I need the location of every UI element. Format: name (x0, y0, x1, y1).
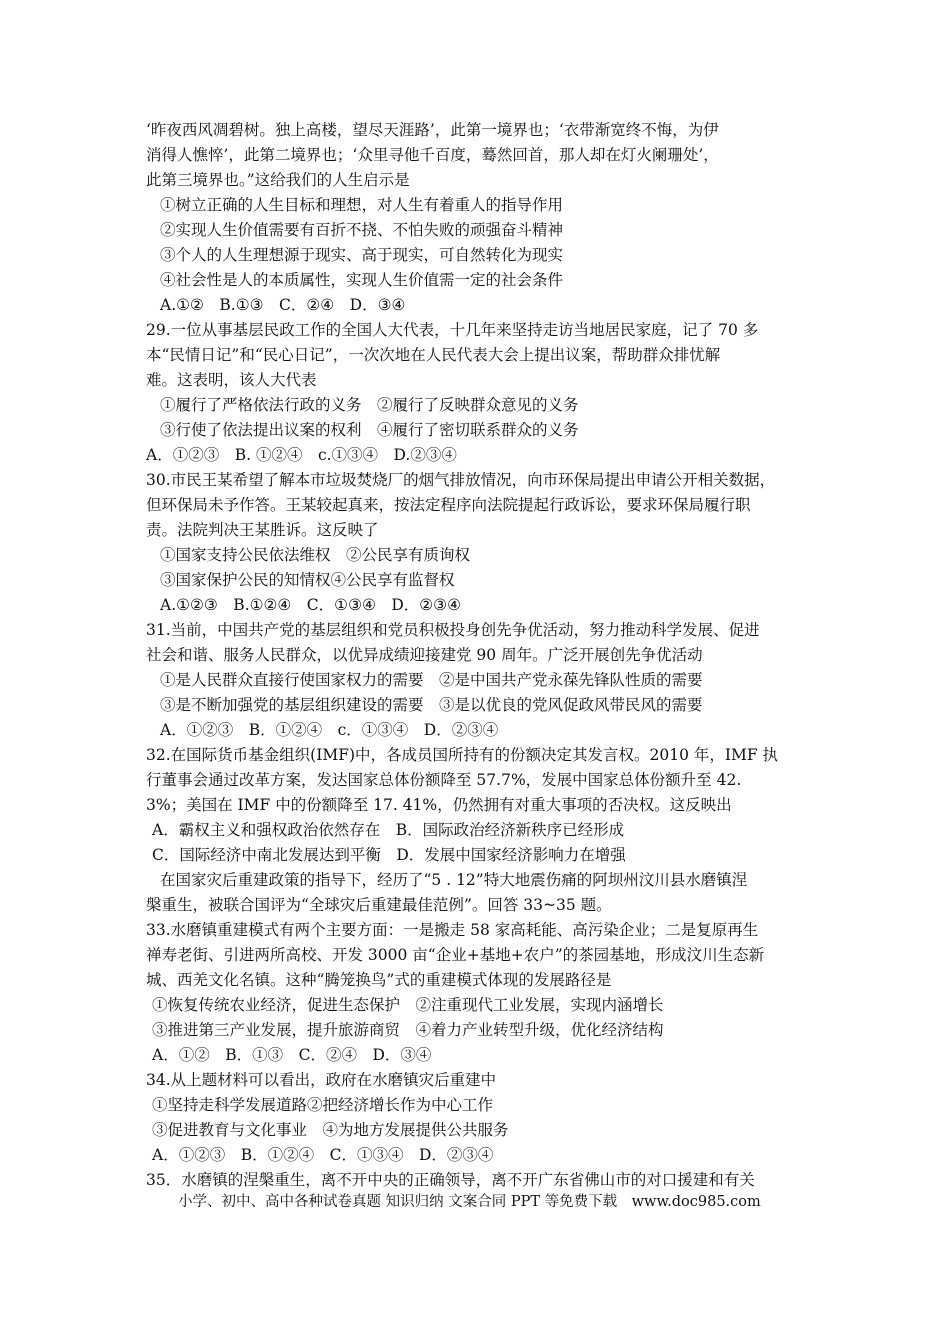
q33-line-1: 33.水磨镇重建模式有两个主要方面：一是搬走 58 家高耗能、高污染企业；二是复原再生 (146, 921, 759, 939)
q31-option-1: ①是人民群众直接行使国家权力的需要 ②是中国共产党永葆先锋队性质的需要 (160, 671, 703, 689)
q32-line-2: 行董事会通过改革方案，发达国家总体份额降至 57.7%，发展中国家总体份额升至 42. (146, 771, 742, 789)
intro-option-4: ④社会性是人的本质属性，实现人生价值需一定的社会条件 (160, 271, 564, 289)
q31-line-1: 31.当前，中国共产党的基层组织和党员积极投身创先争优活动，努力推动科学发展、促进 (146, 621, 760, 639)
q30-option-1: ①国家支持公民依法维权 ②公民享有质询权 (160, 546, 471, 564)
q34-option-2: ③促进教育与文化事业 ④为地方发展提供公共服务 (152, 1121, 509, 1139)
q29-line-3: 难。这表明，该人大代表 (146, 371, 317, 389)
intro-option-1: ①树立正确的人生目标和理想，对人生有着重人的指导作用 (160, 196, 564, 214)
q34-line-1: 34.从上题材料可以看出，政府在水磨镇灾后重建中 (146, 1071, 497, 1089)
q34-option-1: ①坚持走科学发展道路②把经济增长作为中心工作 (152, 1096, 494, 1114)
intro-answers: A.①② B.①③ C．②④ D．③④ (160, 296, 406, 314)
q33-line-2: 禅寿老街、引进两所高校、开发 3000 亩“企业+基地+农户”的茶园基地，形成汶川生态新 (146, 946, 765, 964)
q30-line-1: 30.市民王某希望了解本市垃圾焚烧厂的烟气排放情况，向市环保局提出申请公开相关数据， (146, 471, 776, 489)
footer-text: 小学、初中、高中各种试卷真题 知识归纳 文案合同 PPT 等免费下载 www.doc985.com (178, 1194, 761, 1210)
q30-option-2: ③国家保护公民的知情权④公民享有监督权 (160, 571, 455, 589)
intro-option-3: ③个人的人生理想源于现实、高于现实，可自然转化为现实 (160, 246, 564, 264)
q29-option-1: ①履行了严格依法行政的义务 ②履行了反映群众意见的义务 (160, 396, 579, 414)
q33-answers: A．①② B．①③ C．②④ D．③④ (152, 1046, 432, 1064)
intro-option-2: ②实现人生价值需要有百折不挠、不怕失败的顽强奋斗精神 (160, 221, 564, 239)
q30-line-3: 责。法院判决王某胜诉。这反映了 (146, 521, 379, 539)
q29-line-2: 本“民情日记”和“民心日记”，一次次地在人民代表大会上提出议案，帮助群众排忧解 (146, 346, 721, 364)
q31-answers: A．①②③ B．①②④ c．①③④ D．②③④ (160, 721, 499, 739)
q32-line-3: 3%；美国在 IMF 中的份额降至 17. 41%，仍然拥有对重大事项的否决权。这反映出 (146, 796, 732, 814)
intro-line-3: 此第三境界也。”这给我们的人生启示是 (146, 171, 410, 189)
q29-option-2: ③行使了依法提出议案的权利 ④履行了密切联系群众的义务 (160, 421, 579, 439)
material-line-1: 在国家灾后重建政策的指导下，经历了“5 . 12”特大地震伤痛的阿坝州汶川县水磨镇涅 (160, 871, 748, 889)
q32-option-ab: A．霸权主义和强权政治依然存在 B．国际政治经济新秩序已经形成 (152, 821, 625, 839)
q29-line-1: 29.一位从事基层民政工作的全国人大代表，十几年来坚持走访当地居民家庭，记了 70 多 (146, 321, 759, 339)
q32-option-cd: C．国际经济中南北发展达到平衡 D．发展中国家经济影响力在增强 (152, 846, 626, 864)
intro-line-2: 消得人憔悴’，此第二境界也；‘众里寻他千百度，蓦然回首，那人却在灯火阑珊处’， (146, 146, 719, 164)
q34-answers: A．①②③ B．①②④ C．①③④ D．②③④ (152, 1146, 494, 1164)
intro-line-1: ‘昨夜西风凋碧树。独上高楼，望尽天涯路’，此第一境界也；‘衣带渐宽终不悔，为伊 (146, 121, 719, 139)
q33-line-3: 城、西羌文化名镇。这种“腾笼换鸟”式的重建模式体现的发展路径是 (146, 971, 612, 989)
material-line-2: 槃重生，被联合国评为“全球灾后重建最佳范例”。回答 33~35 题。 (146, 896, 612, 914)
q29-answers: A．①②③ B. ①②④ c.①③④ D.②③④ (146, 446, 457, 464)
q30-answers: A.①②③ B.①②④ C．①③④ D．②③④ (160, 596, 461, 614)
q30-line-2: 但环保局未予作答。王某较起真来，按法定程序向法院提起行政诉讼，要求环保局履行职 (146, 496, 751, 514)
q31-line-2: 社会和谐、服务人民群众，以优异成绩迎接建党 90 周年。广泛开展创先争优活动 (146, 646, 703, 664)
q33-option-2: ③推进第三产业发展，提升旅游商贸 ④着力产业转型升级，优化经济结构 (152, 1021, 664, 1039)
q31-option-2: ③是不断加强党的基层组织建设的需要 ③是以优良的党风促政风带民风的需要 (160, 696, 703, 714)
q33-option-1: ①恢复传统农业经济，促进生态保护 ②注重现代工业发展，实现内涵增长 (152, 996, 664, 1014)
q35-line-1: 35．水磨镇的涅槃重生，离不开中央的正确领导，离不开广东省佛山市的对口援建和有关 (146, 1171, 755, 1189)
q32-line-1: 32.在国际货币基金组织(IMF)中，各成员国所持有的份额决定其发言权。2010 年，IMF 执 (146, 746, 779, 764)
